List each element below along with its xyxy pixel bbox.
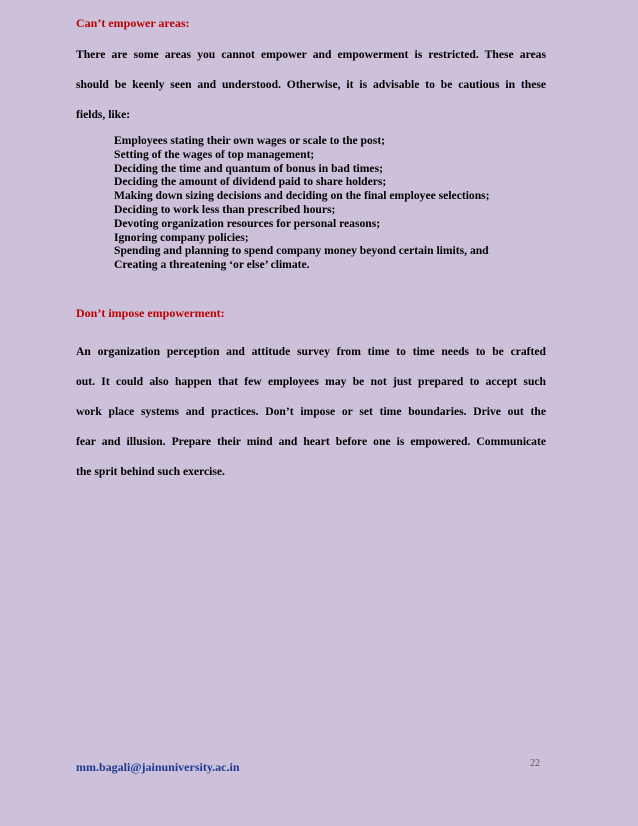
- paragraph-line: fear and illusion. Prepare their mind and heart before one is empowered. Communicate: [76, 435, 546, 448]
- list-item: Spending and planning to spend company money beyond certain limits, and: [114, 244, 489, 258]
- page-number: 22: [530, 758, 540, 769]
- list-item: Deciding the amount of dividend paid to share holders;: [114, 175, 387, 189]
- paragraph-line: the sprit behind such exercise.: [76, 465, 225, 478]
- paragraph-line: fields, like:: [76, 108, 131, 121]
- restricted-areas-list: [114, 134, 490, 272]
- list-item: Setting of the wages of top management;: [114, 147, 315, 161]
- paragraph-line: out. It could also happen that few employees may be not just prepared to accept such: [76, 375, 546, 388]
- paragraph-cant-empower: [76, 40, 546, 130]
- list-item: Deciding to work less than prescribed hours;: [114, 202, 336, 216]
- paragraph-line: An organization perception and attitude survey from time to time needs to be crafted: [76, 345, 546, 358]
- paragraph-line: should be keenly seen and understood. Otherwise, it is advisable to be cautious in these: [76, 78, 546, 91]
- document-page: [76, 0, 546, 826]
- list-item: Ignoring company policies;: [114, 230, 249, 244]
- list-item: Devoting organization resources for personal reasons;: [114, 216, 381, 230]
- list-item: Employees stating their own wages or scale to the post;: [114, 134, 386, 147]
- list-item: Making down sizing decisions and deciding on the final employee selections;: [114, 189, 490, 203]
- section-heading-dont-impose: Don’t impose empowerment:: [76, 306, 225, 320]
- section-heading-cant-empower: Can’t empower areas:: [76, 16, 190, 30]
- paragraph-dont-impose: [76, 337, 546, 487]
- list-item: Creating a threatening ‘or else’ climate.: [114, 258, 310, 272]
- footer-email-link[interactable]: mm.bagali@jainuniversity.ac.in: [76, 760, 240, 774]
- paragraph-line: There are some areas you cannot empower and empowerment is restricted. These areas: [76, 48, 546, 61]
- list-item: Deciding the time and quantum of bonus in bad times;: [114, 161, 383, 175]
- paragraph-line: work place systems and practices. Don’t impose or set time boundaries. Drive out the: [76, 405, 546, 418]
